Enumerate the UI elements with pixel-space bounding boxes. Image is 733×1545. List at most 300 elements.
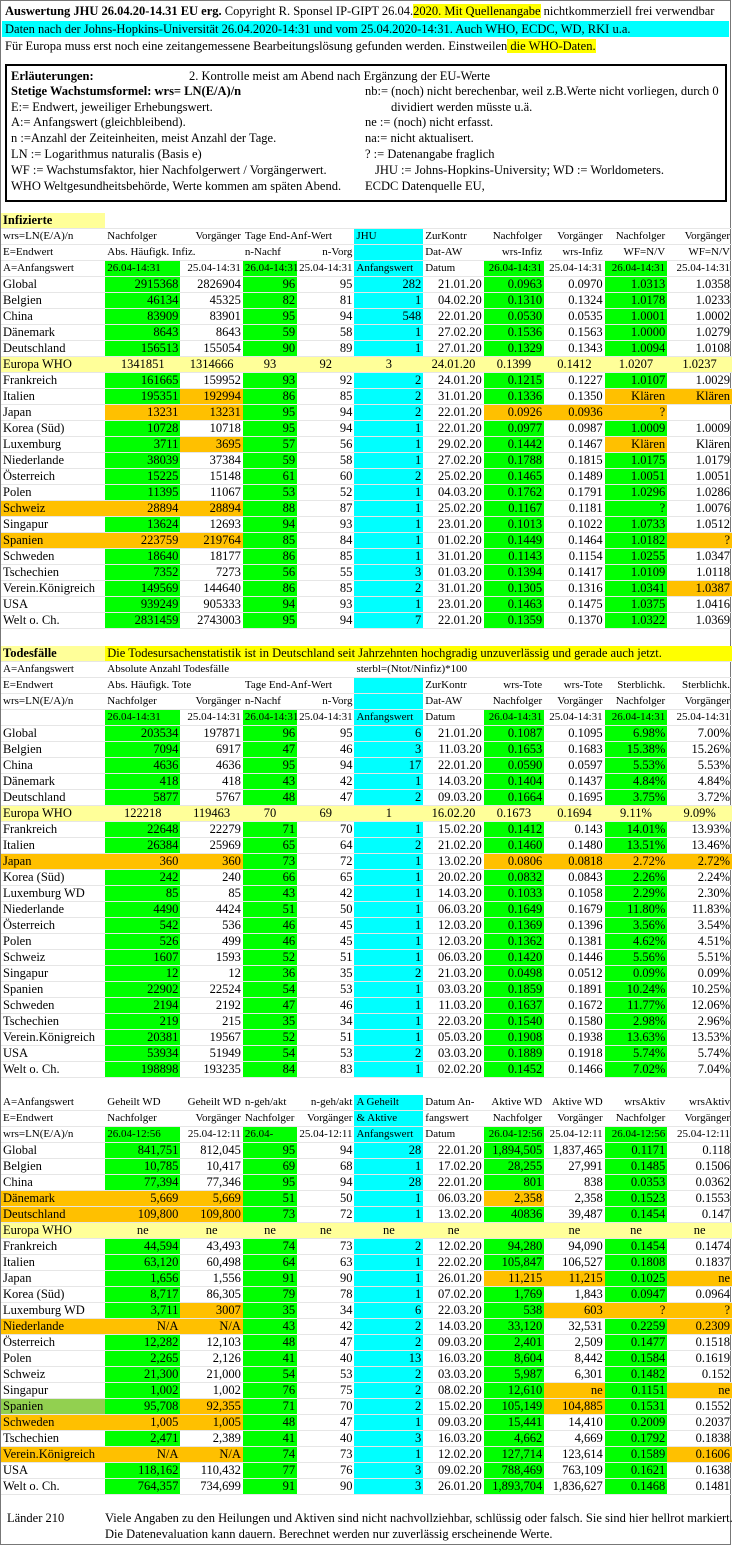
footer-countries: Länder 210 (7, 1511, 65, 1525)
column-header: 26.04-14:31 (243, 261, 297, 277)
table-cell: 20381 (105, 1030, 180, 1046)
table-cell: 0.1466 (544, 1062, 604, 1078)
table-cell: 05.03.20 (423, 1030, 483, 1046)
table-cell: 95 (243, 1143, 297, 1159)
table-cell: 11395 (105, 485, 180, 501)
column-header: 26.04-14:31 (605, 710, 668, 726)
table-row (1, 1159, 732, 1175)
table-cell: 1.0387 (667, 581, 732, 597)
table-cell: 0.2009 (605, 1415, 668, 1431)
table-cell: 0.1446 (544, 950, 604, 966)
table-cell: 87 (297, 501, 354, 517)
column-header: 25.04-14:31 (544, 710, 604, 726)
row-label: Schweiz (1, 950, 105, 966)
table-cell: 93 (297, 597, 354, 613)
table-row (1, 293, 732, 309)
row-label: Welt o. Ch. (1, 613, 105, 629)
table-cell: 1.0512 (667, 517, 732, 533)
table-cell: 1.0175 (605, 453, 668, 469)
table-cell: 31.01.20 (423, 549, 483, 565)
table-cell: 0.1480 (544, 838, 604, 854)
table-cell: 156513 (105, 341, 180, 357)
table-cell: 0.1396 (544, 918, 604, 934)
table-row (1, 1335, 732, 1351)
table-cell: 11,215 (544, 1271, 604, 1287)
table-cell: 763,109 (544, 1463, 604, 1479)
table-row (1, 1239, 732, 1255)
table-cell: 240 (180, 870, 243, 886)
table-cell: 2 (354, 373, 423, 389)
table-row (1, 1046, 732, 1062)
column-header: Nachfolger (243, 1111, 297, 1127)
table-cell: 10.25% (667, 982, 732, 998)
table-cell: 10.24% (605, 982, 668, 998)
table-cell: 2192 (180, 998, 243, 1014)
column-header: E=Endwert (1, 678, 105, 694)
table-cell: 0.1672 (544, 998, 604, 1014)
table-cell: 1.0029 (667, 373, 732, 389)
table-cell: 57 (243, 437, 297, 453)
table-cell: 1 (354, 1014, 423, 1030)
table-cell: 223759 (105, 533, 180, 549)
table-row (1, 565, 732, 581)
table-cell: 603 (544, 1303, 604, 1319)
row-label: Luxemburg WD (1, 1303, 105, 1319)
row-label: Global (1, 1143, 105, 1159)
table-row (1, 806, 732, 822)
table-cell: 0.1454 (605, 1207, 668, 1223)
table-cell: 16.03.20 (423, 1431, 483, 1447)
table-cell: 1314666 (180, 357, 243, 373)
table-row (1, 902, 732, 918)
row-label: Japan (1, 405, 105, 421)
table-cell: 52 (243, 1030, 297, 1046)
table-cell: 0.118 (667, 1143, 732, 1159)
table-cell: 91 (243, 1479, 297, 1495)
table-cell: 1.0182 (605, 533, 668, 549)
table-cell: 8,604 (484, 1351, 544, 1367)
table-cell: 13 (354, 1351, 423, 1367)
table-cell: 35 (297, 966, 354, 982)
column-header: Nachfolger (105, 229, 180, 245)
table-cell: 09.02.20 (423, 1463, 483, 1479)
table-cell: 0.1369 (484, 918, 544, 934)
table-cell: 41 (243, 1431, 297, 1447)
row-label: Europa WHO (1, 357, 105, 373)
column-header: WF=N/V (667, 245, 732, 261)
table-cell: 841,751 (105, 1143, 180, 1159)
table-cell: 63,120 (105, 1255, 180, 1271)
column-header: 26.04-14:31 (105, 710, 180, 726)
table-cell: 27.01.20 (423, 341, 483, 357)
table-cell: 2 (354, 1335, 423, 1351)
table-cell: 28,255 (484, 1159, 544, 1175)
table-cell: 01.02.20 (423, 533, 483, 549)
row-label: Tschechien (1, 565, 105, 581)
column-header: Anfangswert (354, 1127, 423, 1143)
table-cell: 94 (297, 613, 354, 629)
table-cell: 1.0369 (667, 613, 732, 629)
table-cell: 50 (297, 1191, 354, 1207)
table-cell: 21.02.20 (423, 838, 483, 854)
table-cell: Klären (605, 389, 668, 405)
table-cell: 27.02.20 (423, 325, 483, 341)
column-header: 25.04-14:31 (667, 710, 732, 726)
table-cell: 0.147 (667, 1207, 732, 1223)
table-row (1, 982, 732, 998)
table-cell: 161665 (105, 373, 180, 389)
table-cell: 1.0076 (667, 501, 732, 517)
table-cell: 0.1481 (667, 1479, 732, 1495)
table-cell: 0.1464 (544, 533, 604, 549)
table-cell: 89 (297, 341, 354, 357)
table-cell: 1.0347 (667, 549, 732, 565)
table-row (1, 613, 732, 629)
column-header: Vorgänger (544, 1111, 604, 1127)
table-cell: 25.02.20 (423, 501, 483, 517)
table-cell: 2 (354, 790, 423, 806)
table-cell: 1 (354, 1255, 423, 1271)
table-cell: ? (605, 405, 668, 421)
table-cell: 0.1908 (484, 1030, 544, 1046)
table-cell: 0.1143 (484, 549, 544, 565)
table-cell: 2,358 (484, 1191, 544, 1207)
table-cell: 123,614 (544, 1447, 604, 1463)
table-row (1, 389, 732, 405)
table-cell: 38039 (105, 453, 180, 469)
table-cell: 0.0843 (544, 870, 604, 886)
table-cell: 242 (105, 870, 180, 886)
table-cell: 13.51% (605, 838, 668, 854)
table-cell: 2915368 (105, 277, 180, 293)
table-cell: 06.03.20 (423, 950, 483, 966)
table-cell: 0.1013 (484, 517, 544, 533)
row-label: Korea (Süd) (1, 1287, 105, 1303)
table-row (1, 1255, 732, 1271)
legend-n: n :=Anzahl der Zeiteinheiten, meist Anzahl der Tage. (11, 131, 277, 145)
table-cell: 69 (243, 1159, 297, 1175)
table-cell: 95 (243, 613, 297, 629)
table-cell: 3007 (180, 1303, 243, 1319)
table-cell: 203534 (105, 726, 180, 742)
column-header: Nachfolger (605, 229, 668, 245)
table-cell: 3 (354, 1431, 423, 1447)
table-cell: 1 (354, 950, 423, 966)
column-header: 26.04-14:31 (605, 261, 668, 277)
table-cell: 1,002 (105, 1383, 180, 1399)
table-cell: 0.1310 (484, 293, 544, 309)
column-header: Datum An- (423, 1095, 483, 1111)
table-cell: 64 (243, 1255, 297, 1271)
table-cell: 1.0000 (605, 325, 668, 341)
row-label: USA (1, 597, 105, 613)
column-header: 26.04-12:56 (605, 1127, 668, 1143)
table-cell: ne (605, 1223, 668, 1239)
table-row (1, 1287, 732, 1303)
table-cell: 4636 (105, 758, 180, 774)
table-cell: 94,090 (544, 1239, 604, 1255)
table-cell: 83909 (105, 309, 180, 325)
table-cell: 12693 (180, 517, 243, 533)
table-cell: 1,843 (544, 1287, 604, 1303)
table-cell: 0.1336 (484, 389, 544, 405)
table-cell: 06.03.20 (423, 902, 483, 918)
table-cell: 4490 (105, 902, 180, 918)
table-cell: 10718 (180, 421, 243, 437)
table-cell: 90 (297, 1479, 354, 1495)
table-cell: 2 (354, 1383, 423, 1399)
table-cell: 2,389 (180, 1431, 243, 1447)
table-cell: 14.03.20 (423, 774, 483, 790)
table-cell: 801 (484, 1175, 544, 1191)
table-row (1, 1207, 732, 1223)
table-cell: 1.0107 (605, 373, 668, 389)
table-row (1, 501, 732, 517)
table-cell: 42 (297, 1319, 354, 1335)
row-label: Tschechien (1, 1014, 105, 1030)
row-label: Italien (1, 389, 105, 405)
table-cell: 0.1859 (484, 982, 544, 998)
column-header: JHU (354, 229, 423, 245)
table-cell: 8,717 (105, 1287, 180, 1303)
row-label: Verein.Königreich (1, 581, 105, 597)
table-cell: 25.02.20 (423, 469, 483, 485)
table-cell: 0.1305 (484, 581, 544, 597)
column-header: Vorgänger (544, 229, 604, 245)
footer-note-2: Die Datenevaluation kann dauern. Berechnet werden nur zuverlässig erscheinende Werte. (105, 1527, 553, 1541)
table-row (1, 886, 732, 902)
table-cell: 0.1482 (605, 1367, 668, 1383)
table-cell: 1.0109 (605, 565, 668, 581)
table-cell: 2 (354, 1319, 423, 1335)
table-row (1, 854, 732, 870)
table-cell: 10728 (105, 421, 180, 437)
table-cell: 21.03.20 (423, 966, 483, 982)
table-cell: 59 (243, 325, 297, 341)
table-cell: 10,417 (180, 1159, 243, 1175)
table-cell: 04.03.20 (423, 485, 483, 501)
table-cell: 159952 (180, 373, 243, 389)
table-cell: 45 (297, 934, 354, 950)
row-label: Schweden (1, 1415, 105, 1431)
table-cell: 838 (544, 1175, 604, 1191)
table-cell: 15.02.20 (423, 822, 483, 838)
table-cell: 0.1475 (544, 597, 604, 613)
table-cell: 4,669 (544, 1431, 604, 1447)
row-label: China (1, 1175, 105, 1191)
table-row (1, 1431, 732, 1447)
table-cell: 2831459 (105, 613, 180, 629)
table-cell: 11067 (180, 485, 243, 501)
table-cell: 1,656 (105, 1271, 180, 1287)
table-cell: 47 (243, 998, 297, 1014)
table-cell: 1.0001 (605, 309, 668, 325)
table-cell: 11.80% (605, 902, 668, 918)
table-cell: 3.72% (667, 790, 732, 806)
table-cell: 0.1370 (544, 613, 604, 629)
table-cell: ? (605, 1303, 668, 1319)
table-cell: 1 (354, 341, 423, 357)
legend-q: ? := Datenangabe fraglich (365, 147, 495, 161)
table-cell: 44,594 (105, 1239, 180, 1255)
table-cell: 0.1171 (605, 1143, 668, 1159)
table-cell: 0.09% (605, 966, 668, 982)
table-cell: 1 (354, 1030, 423, 1046)
table-cell: 0.1343 (544, 341, 604, 357)
table-cell: 43 (243, 774, 297, 790)
legend-ne: ne := (noch) nicht erfasst. (365, 115, 494, 129)
table-cell: 6,301 (544, 1367, 604, 1383)
table-cell: 0.1474 (667, 1239, 732, 1255)
table-cell: 85 (180, 886, 243, 902)
table-cell: 85 (105, 886, 180, 902)
table-cell: 0.1316 (544, 581, 604, 597)
table-cell: 1 (354, 1207, 423, 1223)
table-cell: 21,300 (105, 1367, 180, 1383)
table-cell: 1 (354, 982, 423, 998)
table-cell: 1 (354, 774, 423, 790)
table-cell: 118,162 (105, 1463, 180, 1479)
table-cell: 0.1531 (605, 1399, 668, 1415)
row-label: Spanien (1, 982, 105, 998)
table-cell: 1 (354, 437, 423, 453)
header-row (1, 261, 732, 277)
table-cell: 0.0818 (544, 854, 604, 870)
table-cell: ne (354, 1223, 423, 1239)
table-cell: 1 (354, 934, 423, 950)
column-header: Vorgänger (180, 1111, 243, 1127)
row-label: Global (1, 277, 105, 293)
table-cell: 0.1683 (544, 742, 604, 758)
table-cell: 85 (297, 549, 354, 565)
table-cell: 1 (354, 421, 423, 437)
table-cell: 105,149 (484, 1399, 544, 1415)
table-cell: 43,493 (180, 1239, 243, 1255)
table-cell: 2.24% (667, 870, 732, 886)
table-cell: 35 (243, 1303, 297, 1319)
table-cell: 548 (354, 309, 423, 325)
table-cell: 1.0178 (605, 293, 668, 309)
table-cell: 2.30% (667, 886, 732, 902)
table-cell: ne (667, 1223, 732, 1239)
column-header (354, 694, 423, 710)
table-cell: 0.0806 (484, 854, 544, 870)
table-cell: 66 (243, 870, 297, 886)
row-label: Japan (1, 1271, 105, 1287)
table-cell: 0.1536 (484, 325, 544, 341)
table-row (1, 774, 732, 790)
table-cell: 0.1452 (484, 1062, 544, 1078)
row-label: Schweiz (1, 501, 105, 517)
table-cell: 2 (354, 838, 423, 854)
table-cell: 0.1329 (484, 341, 544, 357)
table-cell: 418 (180, 774, 243, 790)
table-cell: 3711 (105, 437, 180, 453)
table-cell: 0.143 (544, 822, 604, 838)
table-cell: 73 (243, 854, 297, 870)
table-cell: 12.06% (667, 998, 732, 1014)
table-cell: 5.56% (605, 950, 668, 966)
table-cell: 90 (243, 341, 297, 357)
table-cell: ne (667, 1383, 732, 1399)
table-cell: 76 (297, 1463, 354, 1479)
table-cell: 70 (297, 1399, 354, 1415)
table-cell: 2 (354, 1046, 423, 1062)
table-row (1, 950, 732, 966)
table-cell: 0.1412 (484, 822, 544, 838)
table-cell: 96 (243, 726, 297, 742)
table-cell: 47 (297, 790, 354, 806)
table-row (1, 1030, 732, 1046)
table-cell: 1 (354, 453, 423, 469)
table-row (1, 1479, 732, 1495)
table-cell: 94 (243, 517, 297, 533)
table-cell: 1,556 (180, 1271, 243, 1287)
table-cell: 2,509 (544, 1335, 604, 1351)
table-cell: 3,711 (105, 1303, 180, 1319)
table-cell: 1.0279 (667, 325, 732, 341)
table-cell: 0.1621 (605, 1463, 668, 1479)
table-cell: 1 (354, 918, 423, 934)
column-header: & Aktive (354, 1111, 423, 1127)
table-cell: 21.01.20 (423, 277, 483, 293)
table-cell: 1.0002 (667, 309, 732, 325)
table-cell: 0.1792 (605, 1431, 668, 1447)
column-header: Vorgänger (667, 694, 732, 710)
table-cell: 17 (354, 758, 423, 774)
table-cell: 15.38% (605, 742, 668, 758)
deaths-note: Die Todesursachenstatistik ist in Deutschland seit Jahrzehnten hochgradig unzuverlässig und gerade auch jetzt. (105, 646, 732, 662)
table-cell: 7.00% (667, 726, 732, 742)
table-cell: 58 (297, 325, 354, 341)
table-cell: 13.53% (667, 1030, 732, 1046)
table-row (1, 742, 732, 758)
table-cell: 764,357 (105, 1479, 180, 1495)
table-cell: 61 (243, 469, 297, 485)
table-cell: 27,991 (544, 1159, 604, 1175)
table-cell: 54 (243, 982, 297, 998)
table-cell: 0.1518 (667, 1335, 732, 1351)
table-cell: 0.1679 (544, 902, 604, 918)
table-cell: 198898 (105, 1062, 180, 1078)
table-cell: 22.01.20 (423, 758, 483, 774)
table-cell: 12.03.20 (423, 918, 483, 934)
legend-na: na:= nicht aktualisert. (365, 131, 474, 145)
column-header: sterbl=(Ntot/Ninfiz)*100 (354, 662, 732, 678)
row-label: Frankreich (1, 1239, 105, 1255)
table-cell (667, 405, 732, 421)
column-header: 25.04-14:31 (544, 261, 604, 277)
table-cell: 73 (297, 1239, 354, 1255)
header-row (1, 710, 732, 726)
table-cell: 41 (243, 1351, 297, 1367)
table-cell: 0.1653 (484, 742, 544, 758)
table-row (1, 309, 732, 325)
legend-nb: nb:= (noch) nicht berechenbar, weil z.B.Werte nicht vorliegen, durch 0 (365, 84, 719, 98)
row-label: Spanien (1, 1399, 105, 1415)
column-header: Datum (423, 261, 483, 277)
table-cell: 5,669 (105, 1191, 180, 1207)
table-cell: 1 (354, 1159, 423, 1175)
table-cell: 1 (354, 902, 423, 918)
table-cell: 09.03.20 (423, 1335, 483, 1351)
table-cell: 5.51% (667, 950, 732, 966)
row-label: Luxemburg (1, 437, 105, 453)
table-cell: 40 (297, 1431, 354, 1447)
row-label: Tschechien (1, 1431, 105, 1447)
column-header: n-geh/akt (297, 1095, 354, 1111)
table-cell: 6 (354, 1303, 423, 1319)
